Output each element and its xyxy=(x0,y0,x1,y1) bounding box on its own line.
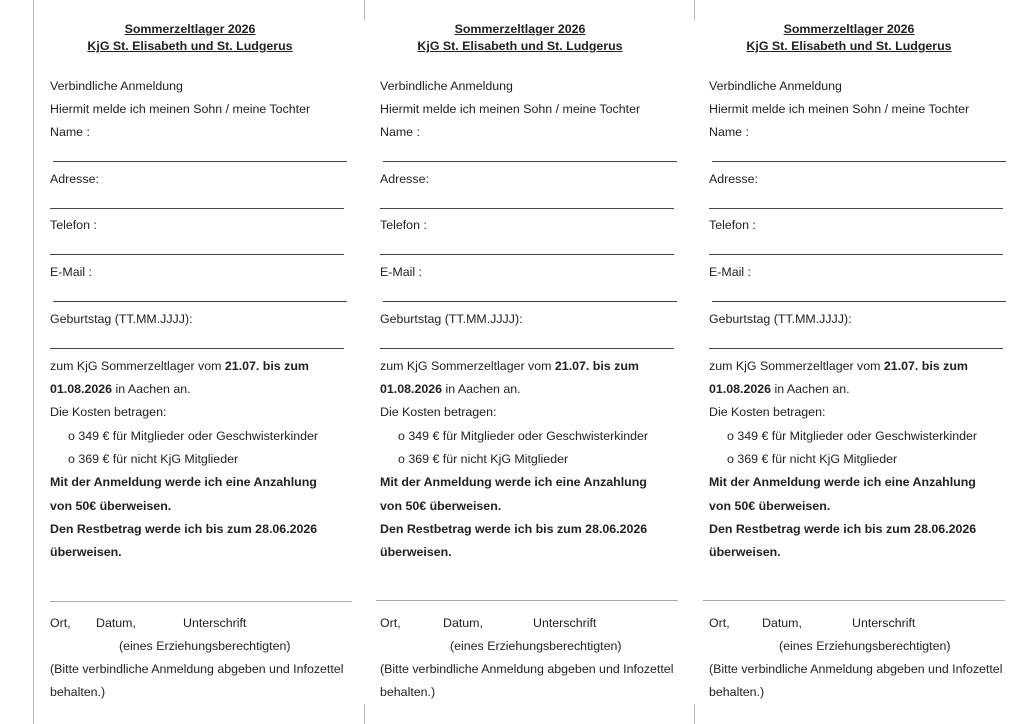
birthday-label: Geburtstag (TT.MM.JJJJ): xyxy=(50,312,193,326)
email-input-line[interactable] xyxy=(383,301,677,302)
sig-unterschrift-label: Unterschrift xyxy=(852,616,916,630)
camp-to-date: 01.08.2026 xyxy=(50,382,113,396)
signature-line[interactable] xyxy=(50,601,352,602)
form-title: Sommerzeltlager 2026 xyxy=(783,22,915,36)
camp-from-date: 21.07. bis zum xyxy=(883,359,968,373)
camp-dates-line-1 xyxy=(709,358,968,374)
address-label: Adresse: xyxy=(709,172,758,186)
rest-line-2: überweisen. xyxy=(709,545,781,559)
signature-line[interactable] xyxy=(376,600,678,601)
deposit-line-1: Mit der Anmeldung werde ich eine Anzahlung xyxy=(709,475,976,489)
cost-option-non-members[interactable]: o 369 € für nicht KjG Mitglieder xyxy=(727,452,898,466)
name-input-line[interactable] xyxy=(53,161,347,162)
note-line-1: (Bitte verbindliche Anmeldung abgeben und Infozettel xyxy=(709,662,1003,676)
deposit-line-2: von 50€ überweisen. xyxy=(380,499,502,513)
deposit-line-2: von 50€ überweisen. xyxy=(709,499,831,513)
sig-guardian-label: (eines Erziehungsberechtigten) xyxy=(779,639,951,653)
form-subtitle: KjG St. Elisabeth und St. Ludgerus xyxy=(87,39,293,53)
note-line-1: (Bitte verbindliche Anmeldung abgeben und Infozettel xyxy=(380,662,674,676)
phone-input-line[interactable] xyxy=(50,254,344,255)
costs-label: Die Kosten betragen: xyxy=(380,405,497,419)
camp-from-date: 21.07. bis zum xyxy=(554,359,639,373)
sig-ort-label: Ort, xyxy=(50,616,71,630)
note-line-2: behalten.) xyxy=(380,685,436,699)
sig-unterschrift-label: Unterschrift xyxy=(533,616,597,630)
address-label: Adresse: xyxy=(50,172,99,186)
cost-option-non-members[interactable]: o 369 € für nicht KjG Mitglieder xyxy=(68,452,239,466)
email-label: E-Mail : xyxy=(709,265,751,279)
form-title: Sommerzeltlager 2026 xyxy=(454,22,586,36)
intro-line-2: Hiermit melde ich meinen Sohn / meine Tochter xyxy=(709,102,970,116)
email-label: E-Mail : xyxy=(50,265,92,279)
registration-form-1 xyxy=(50,0,370,724)
registration-form-3 xyxy=(709,0,1024,724)
note-line-2: behalten.) xyxy=(709,685,765,699)
camp-dates-line-2 xyxy=(709,381,850,397)
name-input-line[interactable] xyxy=(712,161,1006,162)
phone-input-line[interactable] xyxy=(380,254,674,255)
intro-line-2: Hiermit melde ich meinen Sohn / meine Tochter xyxy=(380,102,641,116)
address-input-line[interactable] xyxy=(709,208,1003,209)
camp-text: zum KjG Sommerzeltlager vom xyxy=(50,359,225,373)
birthday-input-line[interactable] xyxy=(380,348,674,349)
cost-option-members[interactable]: o 349 € für Mitglieder oder Geschwisterkinder xyxy=(68,429,318,443)
camp-location: in Aachen an. xyxy=(771,382,850,396)
camp-dates-line-1 xyxy=(380,358,639,374)
email-input-line[interactable] xyxy=(712,301,1006,302)
sig-datum-label: Datum, xyxy=(443,616,483,630)
camp-to-date: 01.08.2026 xyxy=(380,382,443,396)
camp-dates-line-1 xyxy=(50,358,309,374)
camp-location: in Aachen an. xyxy=(112,382,191,396)
phone-input-line[interactable] xyxy=(709,254,1003,255)
sig-datum-label: Datum, xyxy=(96,616,136,630)
camp-dates-line-2 xyxy=(380,381,521,397)
note-line-1: (Bitte verbindliche Anmeldung abgeben und Infozettel xyxy=(50,662,344,676)
camp-from-date: 21.07. bis zum xyxy=(224,359,309,373)
name-label: Name : xyxy=(380,125,420,139)
rest-line-1: Den Restbetrag werde ich bis zum 28.06.2026 xyxy=(380,522,648,536)
sig-ort-label: Ort, xyxy=(709,616,730,630)
name-input-line[interactable] xyxy=(383,161,677,162)
intro-line-1: Verbindliche Anmeldung xyxy=(709,79,842,93)
sig-guardian-label: (eines Erziehungsberechtigten) xyxy=(119,639,291,653)
name-label: Name : xyxy=(50,125,90,139)
intro-line-1: Verbindliche Anmeldung xyxy=(50,79,183,93)
birthday-label: Geburtstag (TT.MM.JJJJ): xyxy=(380,312,523,326)
cost-option-members[interactable]: o 349 € für Mitglieder oder Geschwisterkinder xyxy=(727,429,977,443)
note-line-2: behalten.) xyxy=(50,685,106,699)
sig-datum-label: Datum, xyxy=(762,616,802,630)
signature-line[interactable] xyxy=(703,600,1005,601)
intro-line-1: Verbindliche Anmeldung xyxy=(380,79,513,93)
form-subtitle: KjG St. Elisabeth und St. Ludgerus xyxy=(417,39,623,53)
email-input-line[interactable] xyxy=(53,301,347,302)
sig-ort-label: Ort, xyxy=(380,616,401,630)
camp-location: in Aachen an. xyxy=(442,382,521,396)
camp-text: zum KjG Sommerzeltlager vom xyxy=(380,359,555,373)
camp-to-date: 01.08.2026 xyxy=(709,382,772,396)
phone-label: Telefon : xyxy=(50,218,97,232)
birthday-input-line[interactable] xyxy=(709,348,1003,349)
costs-label: Die Kosten betragen: xyxy=(709,405,826,419)
address-input-line[interactable] xyxy=(380,208,674,209)
cost-option-members[interactable]: o 349 € für Mitglieder oder Geschwisterkinder xyxy=(398,429,648,443)
camp-dates-line-2 xyxy=(50,381,191,397)
camp-text: zum KjG Sommerzeltlager vom xyxy=(709,359,884,373)
sig-unterschrift-label: Unterschrift xyxy=(183,616,247,630)
address-label: Adresse: xyxy=(380,172,429,186)
left-border-line xyxy=(33,0,34,724)
rest-line-1: Den Restbetrag werde ich bis zum 28.06.2026 xyxy=(50,522,318,536)
deposit-line-2: von 50€ überweisen. xyxy=(50,499,172,513)
form-title: Sommerzeltlager 2026 xyxy=(124,22,256,36)
sig-guardian-label: (eines Erziehungsberechtigten) xyxy=(450,639,622,653)
deposit-line-1: Mit der Anmeldung werde ich eine Anzahlung xyxy=(50,475,317,489)
address-input-line[interactable] xyxy=(50,208,344,209)
registration-form-2 xyxy=(380,0,700,724)
cost-option-non-members[interactable]: o 369 € für nicht KjG Mitglieder xyxy=(398,452,569,466)
email-label: E-Mail : xyxy=(380,265,422,279)
costs-label: Die Kosten betragen: xyxy=(50,405,167,419)
intro-line-2: Hiermit melde ich meinen Sohn / meine Tochter xyxy=(50,102,311,116)
phone-label: Telefon : xyxy=(380,218,427,232)
phone-label: Telefon : xyxy=(709,218,756,232)
deposit-line-1: Mit der Anmeldung werde ich eine Anzahlung xyxy=(380,475,647,489)
rest-line-1: Den Restbetrag werde ich bis zum 28.06.2026 xyxy=(709,522,977,536)
rest-line-2: überweisen. xyxy=(50,545,122,559)
name-label: Name : xyxy=(709,125,749,139)
birthday-input-line[interactable] xyxy=(50,348,344,349)
form-subtitle: KjG St. Elisabeth und St. Ludgerus xyxy=(746,39,952,53)
birthday-label: Geburtstag (TT.MM.JJJJ): xyxy=(709,312,852,326)
rest-line-2: überweisen. xyxy=(380,545,452,559)
